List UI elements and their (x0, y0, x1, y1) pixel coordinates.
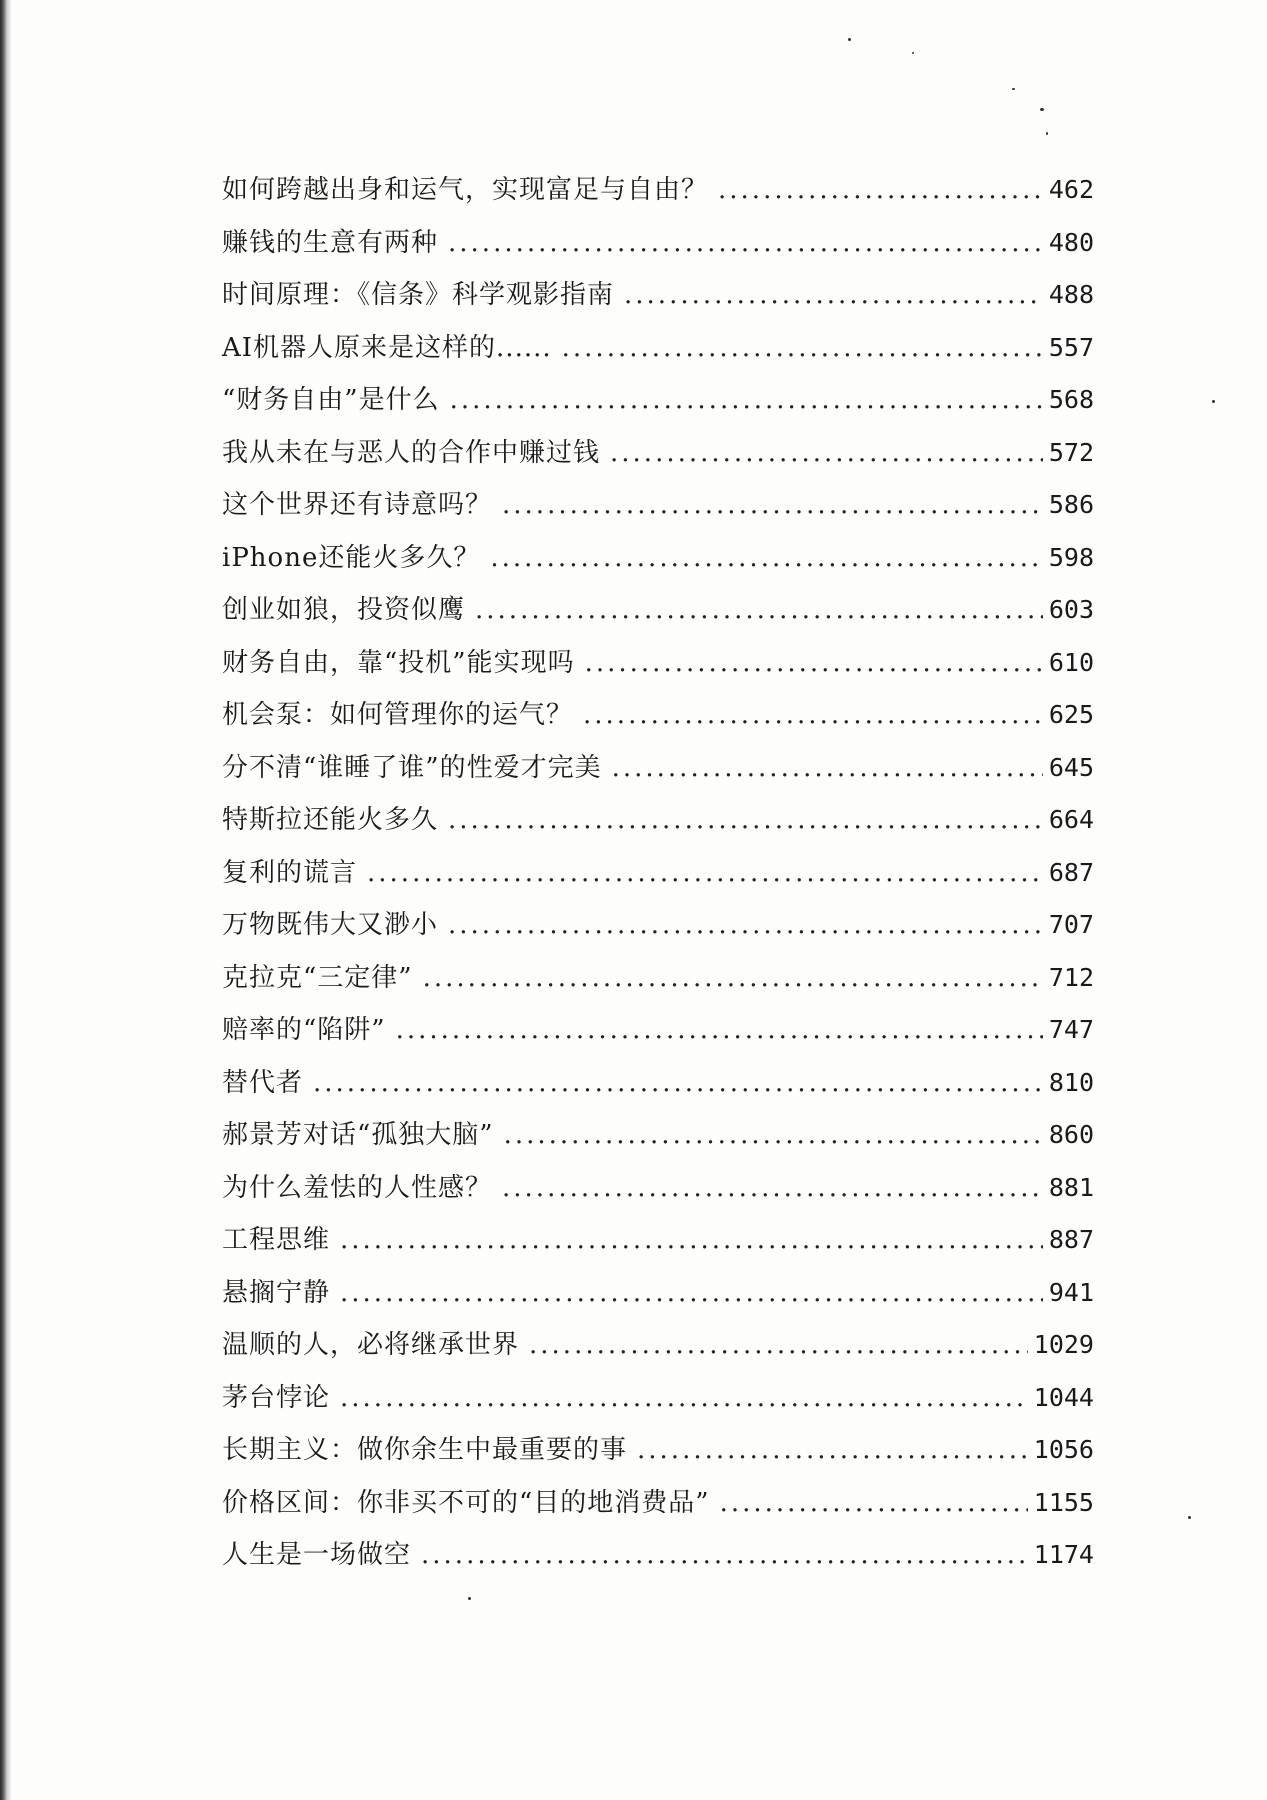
toc-entry (222, 1372, 1094, 1425)
toc-entry-page: 586 (1048, 490, 1094, 519)
toc-entry-page: 462 (1048, 175, 1094, 204)
toc-entry (222, 427, 1094, 480)
toc-entry-title: 为什么羞怯的人性感？ (222, 1172, 493, 1203)
toc-entry-title: 分不清“谁睡了谁”的性爱才完美 (222, 752, 602, 783)
table-of-contents (222, 164, 1094, 1582)
toc-entry-title: 茅台悖论 (222, 1382, 331, 1413)
toc-dot-leader (718, 164, 1043, 217)
toc-entry (222, 637, 1094, 690)
toc-entry-title: 创业如狼，投资似鹰 (222, 595, 466, 625)
toc-entry-page: 707 (1048, 910, 1094, 939)
toc-entry (222, 1162, 1094, 1215)
toc-entry-title: 替代者 (222, 1067, 304, 1098)
toc-entry (222, 217, 1094, 270)
toc-entry-title: 人生是一场做空 (222, 1540, 412, 1570)
toc-entry (222, 269, 1094, 322)
toc-entry (222, 847, 1094, 900)
toc-entry (222, 689, 1094, 742)
toc-dot-leader (396, 1004, 1043, 1057)
toc-entry (222, 952, 1094, 1005)
toc-entry-page: 712 (1048, 962, 1094, 992)
toc-entry-title: 万物既伟大又渺小 (222, 910, 439, 940)
toc-entry-page: 603 (1048, 595, 1094, 624)
toc-entry (222, 1004, 1094, 1057)
toc-entry (222, 1214, 1094, 1267)
toc-entry (222, 794, 1094, 847)
toc-entry-page: 568 (1048, 385, 1094, 414)
toc-dot-leader (475, 584, 1043, 637)
scan-speck (1040, 108, 1044, 111)
toc-entry-page: 1174 (1033, 1540, 1094, 1569)
toc-dot-leader (529, 1319, 1028, 1372)
toc-entry (222, 532, 1094, 585)
toc-entry-title: 特斯拉还能火多久 (222, 805, 439, 835)
toc-dot-leader (448, 217, 1043, 270)
toc-dot-leader (340, 1267, 1043, 1320)
toc-entry-title: 复利的谎言 (222, 857, 358, 888)
toc-entry (222, 479, 1094, 532)
toc-dot-leader (448, 899, 1043, 952)
toc-entry-title: 克拉克“三定律” (222, 962, 413, 993)
scan-speck (1012, 88, 1015, 90)
toc-entry (222, 899, 1094, 952)
toc-entry-title: 时间原理：《信条》科学观影指南 (222, 280, 615, 310)
toc-entry (222, 374, 1094, 427)
toc-dot-leader (612, 742, 1043, 795)
toc-dot-leader (504, 1109, 1043, 1162)
toc-entry-page: 480 (1048, 227, 1094, 257)
toc-entry (222, 742, 1094, 795)
toc-dot-leader (624, 269, 1043, 322)
toc-entry-title: 我从未在与恶人的合作中赚过钱 (222, 437, 601, 468)
toc-dot-leader (502, 479, 1043, 532)
toc-entry-page: 1155 (1033, 1487, 1094, 1517)
toc-entry-title: “财务自由”是什么 (222, 385, 440, 415)
toc-entry-page: 645 (1048, 752, 1094, 782)
scan-binding-shadow (0, 0, 12, 1800)
toc-entry-title: AI机器人原来是这样的...... (222, 332, 552, 363)
toc-entry-title: 如何跨越出身和运气，实现富足与自由？ (222, 175, 709, 205)
toc-entry (222, 164, 1094, 217)
toc-entry (222, 1529, 1094, 1582)
toc-entry-page: 747 (1048, 1015, 1094, 1044)
toc-entry (222, 1477, 1094, 1530)
toc-entry-title: 赚钱的生意有两种 (222, 227, 439, 258)
scan-speck (1046, 132, 1048, 135)
toc-entry (222, 322, 1094, 375)
toc-entry-page: 625 (1048, 700, 1094, 729)
toc-dot-leader (450, 374, 1043, 427)
toc-entry-title: 温顺的人，必将继承世界 (222, 1330, 520, 1360)
toc-entry-title: 价格区间：你非买不可的“目的地消费品” (222, 1487, 710, 1518)
toc-dot-leader (421, 1529, 1028, 1582)
toc-dot-leader (585, 637, 1043, 690)
toc-entry-page: 1056 (1033, 1435, 1094, 1464)
toc-dot-leader (340, 1214, 1043, 1267)
scan-speck (468, 1597, 471, 1600)
toc-dot-leader (637, 1424, 1028, 1477)
toc-entry (222, 1424, 1094, 1477)
toc-entry-page: 1029 (1033, 1330, 1094, 1359)
toc-entry (222, 1267, 1094, 1320)
toc-entry-title: 财务自由，靠“投机”能实现吗 (222, 647, 575, 678)
scan-speck (912, 52, 914, 54)
toc-entry-title: 工程思维 (222, 1225, 331, 1255)
toc-entry-page: 687 (1048, 857, 1094, 887)
toc-dot-leader (367, 847, 1043, 900)
toc-dot-leader (720, 1477, 1028, 1530)
toc-entry-title: 这个世界还有诗意吗？ (222, 490, 493, 520)
toc-entry-title: 赔率的“陷阱” (222, 1015, 386, 1045)
toc-entry (222, 1109, 1094, 1162)
scan-speck (1188, 1516, 1191, 1519)
toc-entry-title: 长期主义：做你余生中最重要的事 (222, 1435, 628, 1465)
toc-entry-page: 941 (1048, 1277, 1094, 1307)
toc-entry-page: 488 (1048, 280, 1094, 309)
toc-entry-page: 1044 (1033, 1382, 1094, 1412)
toc-entry (222, 584, 1094, 637)
toc-dot-leader (423, 952, 1043, 1005)
toc-entry (222, 1319, 1094, 1372)
toc-entry-page: 557 (1048, 332, 1094, 362)
toc-entry-page: 810 (1048, 1067, 1094, 1097)
toc-entry-title: iPhone还能火多久？ (222, 542, 481, 573)
toc-dot-leader (583, 689, 1043, 742)
toc-dot-leader (562, 322, 1043, 375)
toc-entry-page: 610 (1048, 647, 1094, 677)
scan-speck (1212, 400, 1215, 403)
toc-dot-leader (490, 532, 1043, 585)
toc-dot-leader (610, 427, 1043, 480)
toc-entry-title: 悬搁宁静 (222, 1277, 331, 1308)
toc-entry-page: 572 (1048, 437, 1094, 467)
toc-entry-title: 机会泵：如何管理你的运气？ (222, 700, 574, 730)
toc-entry-page: 860 (1048, 1120, 1094, 1149)
toc-entry-title: 郝景芳对话“孤独大脑” (222, 1120, 494, 1150)
toc-entry-page: 598 (1048, 542, 1094, 572)
toc-dot-leader (502, 1162, 1043, 1215)
toc-dot-leader (313, 1057, 1043, 1110)
toc-dot-leader (448, 794, 1043, 847)
scan-speck (848, 38, 851, 41)
toc-entry (222, 1057, 1094, 1110)
toc-entry-page: 881 (1048, 1172, 1094, 1202)
toc-dot-leader (340, 1372, 1028, 1425)
toc-entry-page: 887 (1048, 1225, 1094, 1254)
toc-entry-page: 664 (1048, 805, 1094, 834)
